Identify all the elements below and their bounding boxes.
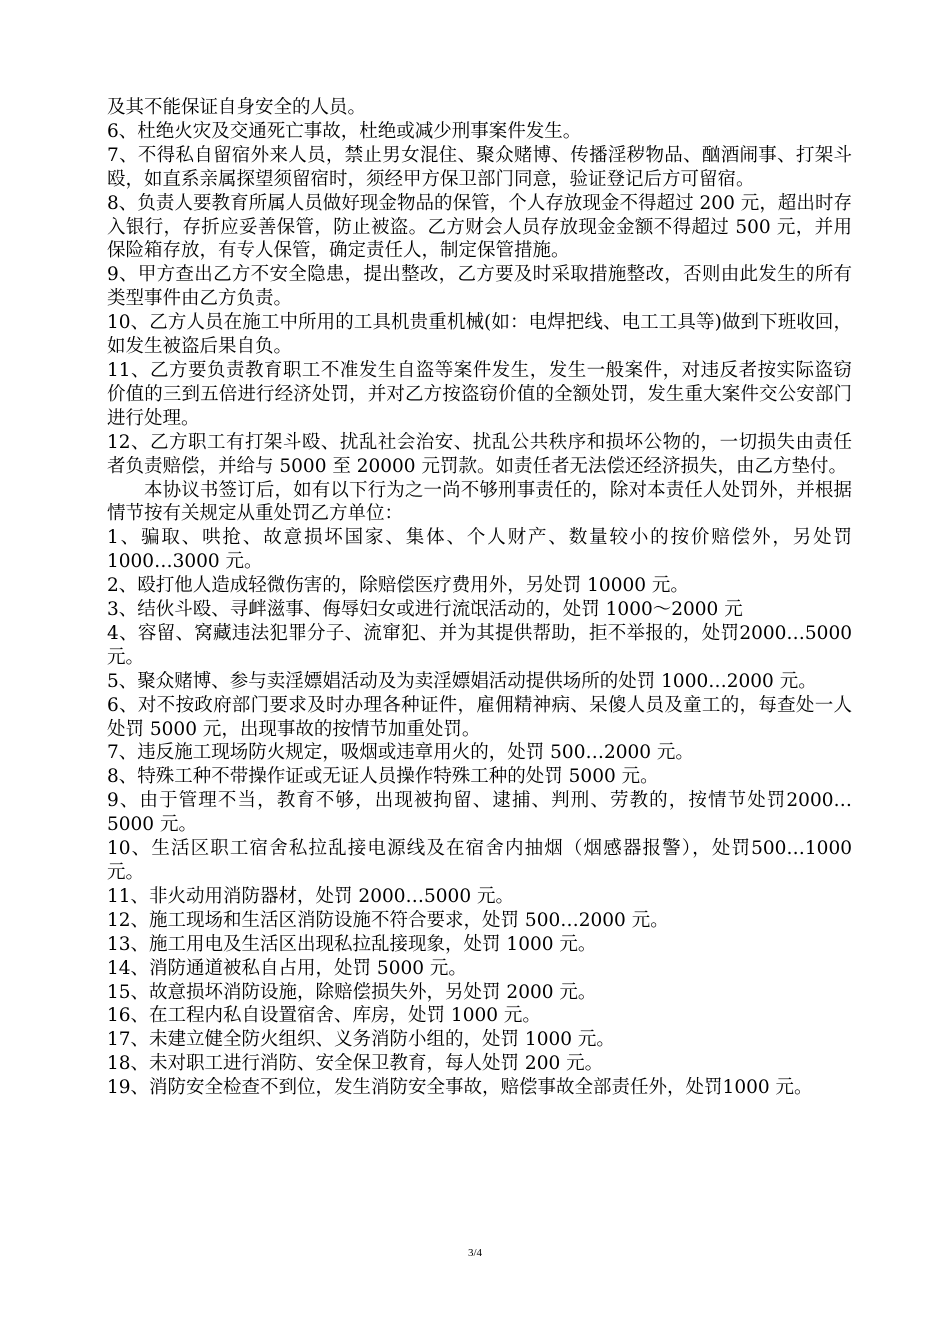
paragraph: 13、施工用电及生活区出现私拉乱接现象，处罚 1000 元。 xyxy=(107,933,597,955)
paragraph: 12、施工现场和生活区消防设施不符合要求，处罚 500…2000 元。 xyxy=(107,909,669,931)
paragraph-intro: 本协议书签订后，如有以下行为之一尚不够刑事责任的，除对本责任人处罚外，并根据情节按有关规定从重处罚乙方单位： xyxy=(107,479,852,525)
paragraph: 9、甲方查出乙方不安全隐患，提出整改，乙方要及时采取措施整改，否则由此发生的所有类型事件由乙方负责。 xyxy=(107,264,852,310)
paragraph: 6、对不按政府部门要求及时办理各种证件，雇佣精神病、呆傻人员及童工的，每查处一人处罚 5000 元，出现事故的按情节加重处罚。 xyxy=(107,694,852,740)
paragraph: 12、乙方职工有打架斗殴、扰乱社会治安、扰乱公共秩序和损坏公物的，一切损失由责任者负责赔偿，并给与 5000 至 20000 元罚款。如责任者无法偿还经济损失，由乙方垫付。 xyxy=(107,431,852,477)
paragraph: 10、生活区职工宿舍私拉乱接电源线及在宿舍内抽烟（烟感器报警），处罚500…1000 元。 xyxy=(107,838,852,883)
paragraph: 18、未对职工进行消防、安全保卫教育，每人处罚 200 元。 xyxy=(107,1053,604,1075)
paragraph: 10、乙方人员在施工中所用的工具机贵重机械(如：电焊把线、电工工具等)做到下班收回，如发生被盗后果自负。 xyxy=(107,312,852,358)
paragraph: 4、容留、窝藏违法犯罪分子、流窜犯、并为其提供帮助，拒不举报的，处罚2000…5000 元。 xyxy=(107,622,852,668)
paragraph: 8、负责人要教育所属人员做好现金物品的保管，个人存放现金不得超过 200 元，超出时存入银行，存折应妥善保管，防止被盗。乙方财会人员存放现金金额不得超过 500 元，并用保险箱存放，有专人保管，确定责任人，制定保管措施。 xyxy=(107,192,852,262)
paragraph: 15、故意损坏消防设施，除赔偿损失外，另处罚 2000 元。 xyxy=(107,981,597,1003)
paragraph: 2、殴打他人造成轻微伤害的，除赔偿医疗费用外，另处罚 10000 元。 xyxy=(107,575,689,597)
paragraph: 16、在工程内私自设置宿舍、库房，处罚 1000 元。 xyxy=(107,1005,541,1027)
page-number: 3/4 xyxy=(467,1247,483,1259)
paragraph: 1、骗取、哄抢、故意损坏国家、集体、个人财产、数量较小的按价赔偿外，另处罚 1000…3000 元。 xyxy=(107,527,852,573)
paragraph: 5、聚众赌博、参与卖淫嫖娼活动及为卖淫嫖娼活动提供场所的处罚 1000…2000 元。 xyxy=(107,670,817,692)
paragraph: 11、非火动用消防器材，处罚 2000…5000 元。 xyxy=(107,885,514,907)
paragraph: 3、结伙斗殴、寻衅滋事、侮辱妇女或进行流氓活动的，处罚 1000～2000 元 xyxy=(107,599,743,621)
paragraph: 11、乙方要负责教育职工不准发生自盗等案件发生，发生一般案件，对违反者按实际盗窃价值的三到五倍进行经济处罚，并对乙方按盗窃价值的全额处罚，发生重大案件交公安部门进行处理。 xyxy=(107,359,852,429)
document-body xyxy=(107,96,852,1100)
paragraph: 7、不得私自留宿外来人员，禁止男女混住、聚众赌博、传播淫秽物品、酗酒闹事、打架斗殴，如直系亲属探望须留宿时，须经甲方保卫部门同意，验证登记后方可留宿。 xyxy=(107,144,852,190)
paragraph: 6、杜绝火灾及交通死亡事故，杜绝或减少刑事案件发生。 xyxy=(107,120,582,142)
paragraph: 19、消防安全检查不到位，发生消防安全事故，赔偿事故全部责任外，处罚1000 元。 xyxy=(107,1077,813,1099)
paragraph: 17、未建立健全防火组织、义务消防小组的，处罚 1000 元。 xyxy=(107,1029,615,1051)
paragraph: 7、违反施工现场防火规定，吸烟或违章用火的，处罚 500…2000 元。 xyxy=(107,742,694,764)
paragraph: 14、消防通道被私自占用，处罚 5000 元。 xyxy=(107,957,467,979)
paragraph: 9、由于管理不当，教育不够，出现被拘留、逮捕、判刑、劳教的，按情节处罚2000…5000 元。 xyxy=(107,790,852,836)
paragraph: 8、特殊工种不带操作证或无证人员操作特殊工种的处罚 5000 元。 xyxy=(107,766,659,788)
paragraph: 及其不能保证自身安全的人员。 xyxy=(107,97,367,118)
